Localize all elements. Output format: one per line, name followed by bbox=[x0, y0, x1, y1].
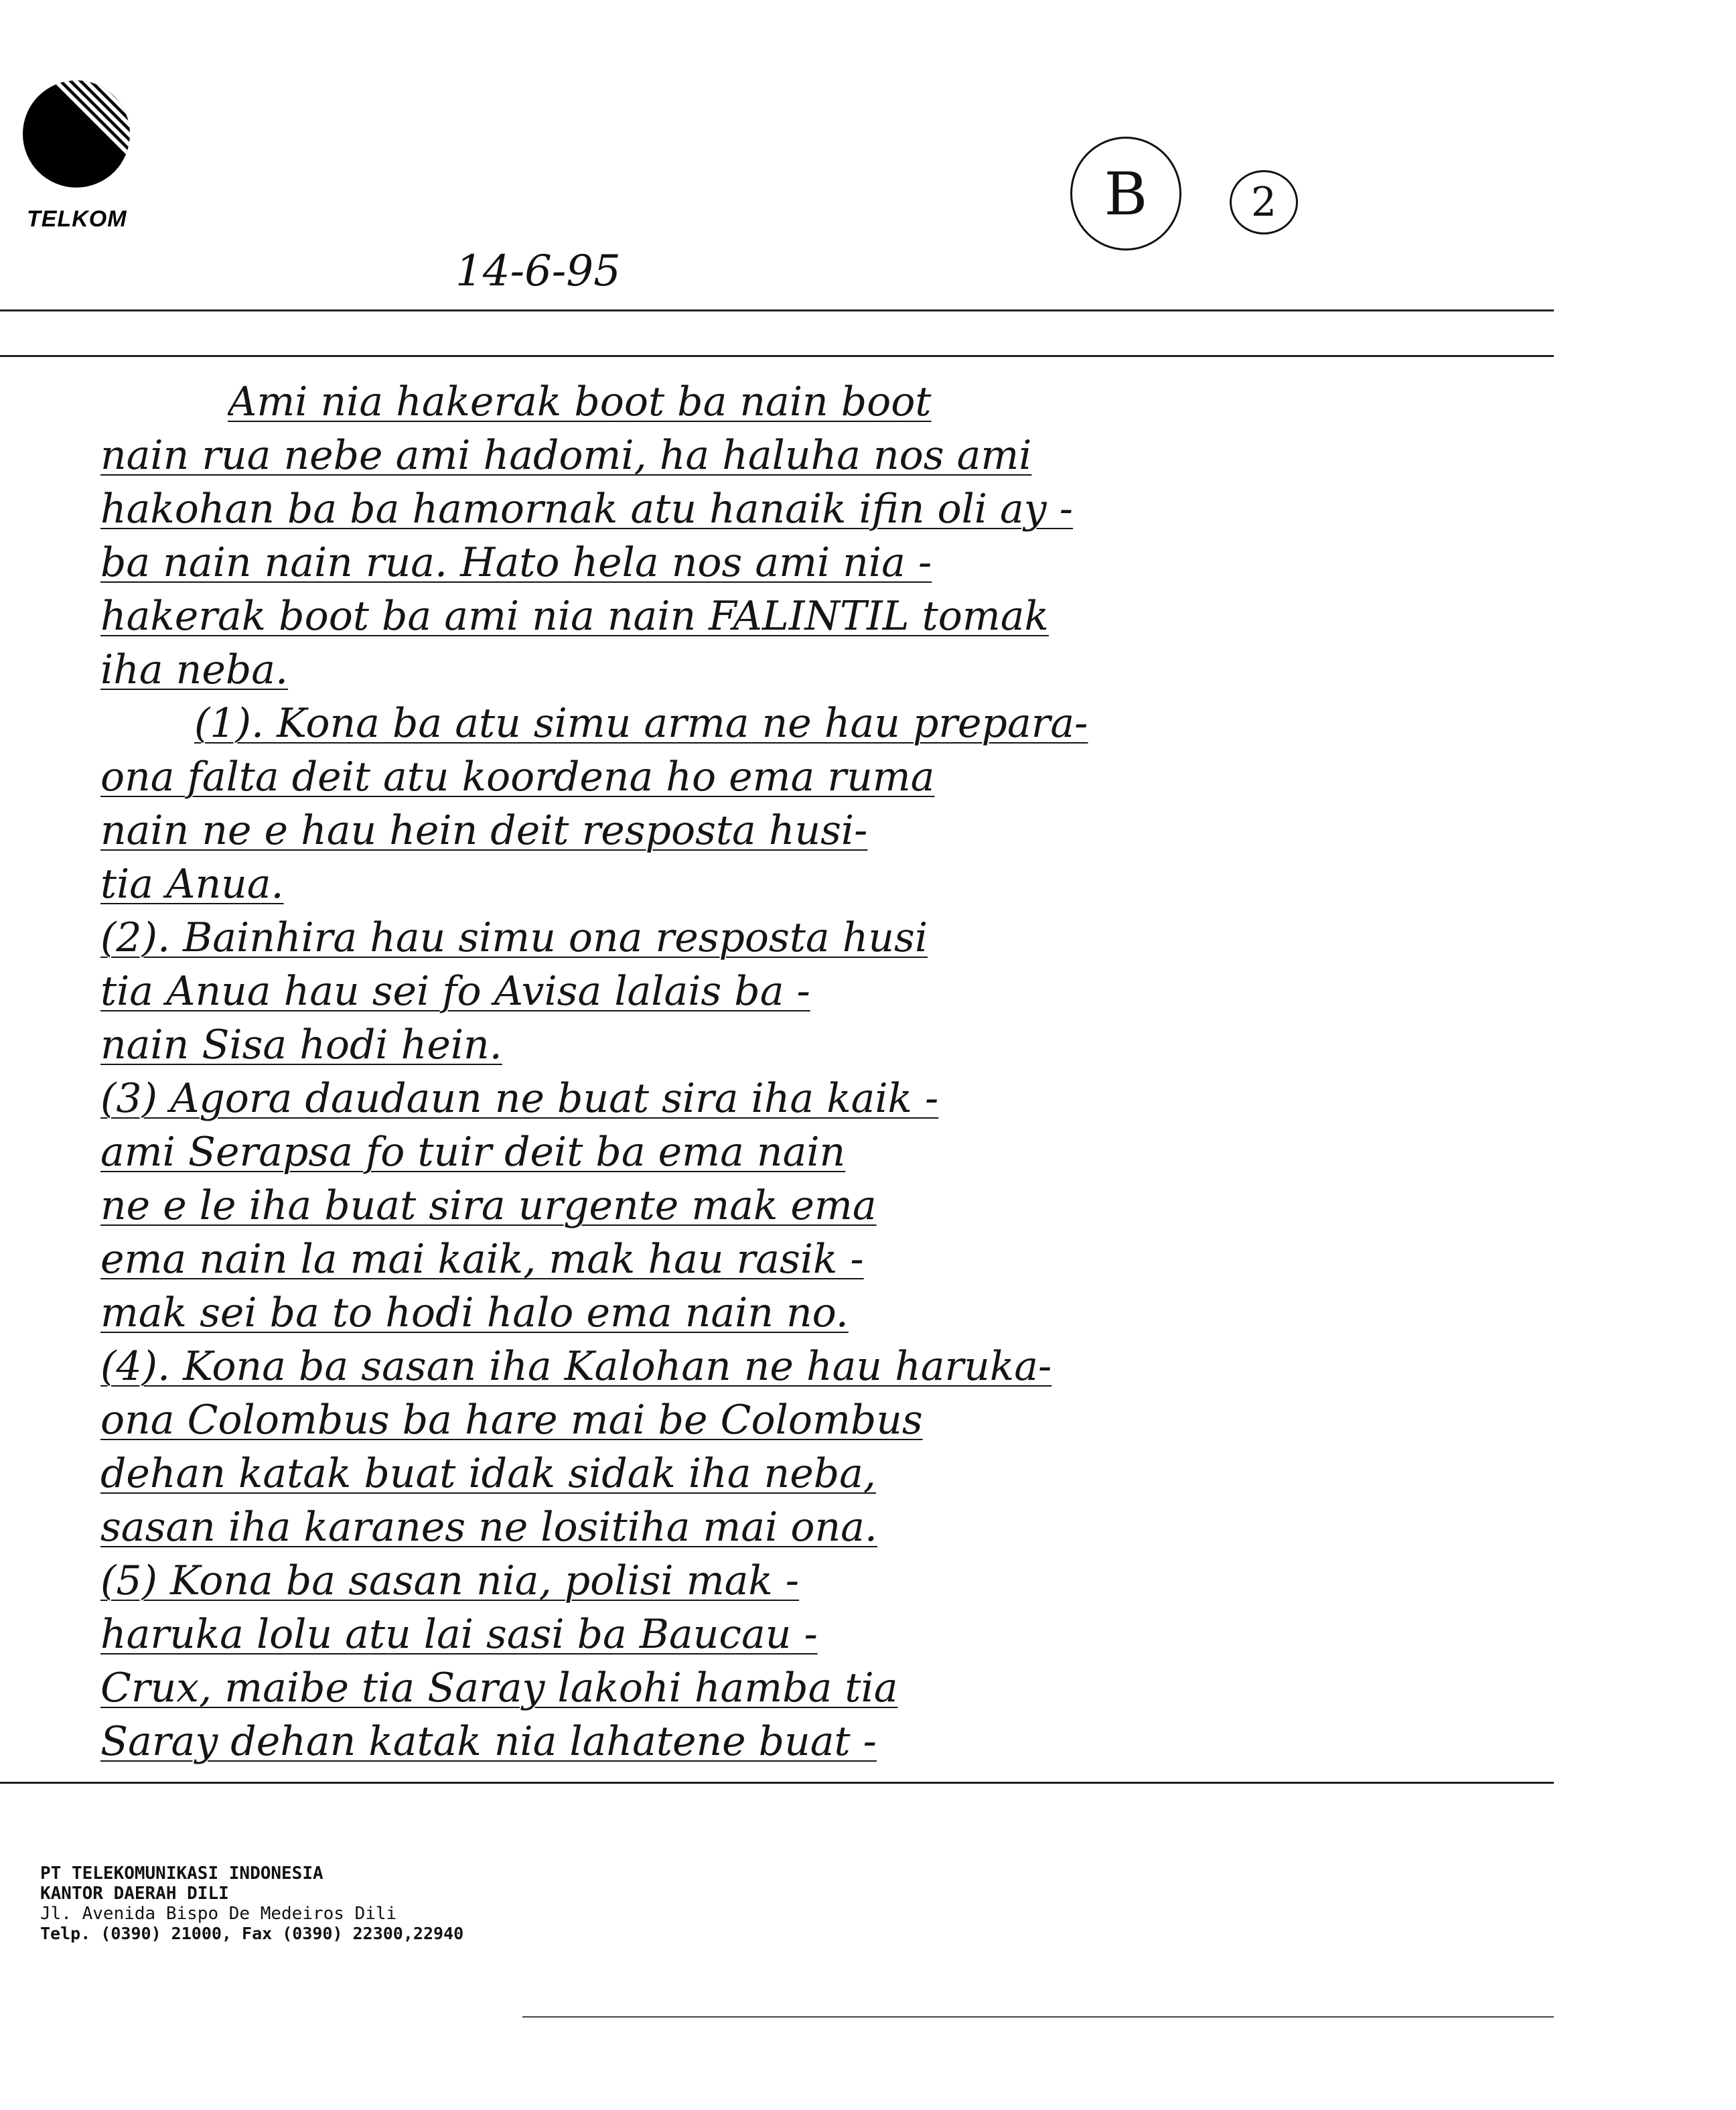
handwritten-line: Saray dehan katak nia lahatene buat - bbox=[100, 1718, 877, 1765]
handwritten-line: sasan iha karanes ne lositiha mai ona. bbox=[100, 1504, 877, 1551]
ruled-line bbox=[0, 309, 1554, 311]
handwritten-line: (2). Bainhira hau simu ona resposta husi bbox=[100, 914, 928, 961]
telkom-globe-icon bbox=[15, 67, 142, 201]
handwritten-line: iha neba. bbox=[100, 646, 289, 693]
company-name: PT TELEKOMUNIKASI INDONESIA bbox=[40, 1863, 323, 1884]
handwritten-line: dehan katak buat idak sidak iha neba, bbox=[100, 1450, 876, 1497]
handwritten-line: Crux, maibe tia Saray lakohi hamba tia bbox=[100, 1665, 898, 1711]
office-address: Jl. Avenida Bispo De Medeiros Dili bbox=[40, 1904, 397, 1924]
handwritten-line: (5) Kona ba sasan nia, polisi mak - bbox=[100, 1557, 800, 1604]
handwritten-line: ema nain la mai kaik, mak hau rasik - bbox=[100, 1236, 864, 1283]
letterhead-footer bbox=[40, 1863, 463, 1944]
ruled-line bbox=[0, 355, 1554, 357]
handwritten-line: mak sei ba to hodi halo ema nain no. bbox=[100, 1289, 849, 1336]
handwritten-line: (3) Agora daudaun ne buat sira iha kaik - bbox=[100, 1075, 939, 1122]
circled-letter: B bbox=[1104, 159, 1148, 228]
handwritten-line: tia Anua hau sei fo Avisa lalais ba - bbox=[100, 968, 810, 1015]
circled-letter-mark bbox=[1070, 137, 1181, 251]
handwritten-line: tia Anua. bbox=[100, 861, 284, 908]
handwritten-line: (4). Kona ba sasan iha Kalohan ne hau haruka- bbox=[100, 1343, 1052, 1390]
handwritten-line: nain Sisa hodi hein. bbox=[100, 1022, 502, 1068]
handwritten-line: Ami nia hakerak boot ba nain boot bbox=[228, 378, 932, 425]
handwritten-line: (1). Kona ba atu simu arma ne hau prepara- bbox=[194, 700, 1088, 747]
telkom-wordmark: TELKOM bbox=[27, 206, 127, 232]
handwritten-line: nain rua nebe ami hadomi, ha haluha nos ami bbox=[100, 432, 1032, 479]
handwritten-line: ona falta deit atu koordena ho ema ruma bbox=[100, 754, 935, 800]
handwritten-line: ami Serapsa fo tuir deit ba ema nain bbox=[100, 1129, 846, 1176]
circled-number-mark bbox=[1230, 170, 1298, 234]
office-phone: Telp. (0390) 21000, Fax (0390) 22300,22940 bbox=[40, 1924, 464, 1943]
handwritten-line: hakohan ba ba hamornak atu hanaik ifin oli ay - bbox=[100, 486, 1074, 533]
handwritten-line: nain ne e hau hein deit resposta husi- bbox=[100, 807, 868, 854]
handwritten-line: ba nain nain rua. Hato hela nos ami nia - bbox=[100, 539, 932, 586]
handwritten-line: haruka lolu atu lai sasi ba Baucau - bbox=[100, 1611, 818, 1658]
bottom-divider bbox=[522, 2016, 1554, 2018]
handwritten-line: hakerak boot ba ami nia nain FALINTIL tomak bbox=[100, 593, 1049, 640]
letter-date: 14-6-95 bbox=[455, 247, 621, 296]
handwritten-line: ne e le iha buat sira urgente mak ema bbox=[100, 1182, 877, 1229]
handwritten-line: ona Colombus ba hare mai be Colombus bbox=[100, 1397, 923, 1444]
ruled-line bbox=[0, 1782, 1554, 1784]
circled-number: 2 bbox=[1250, 179, 1277, 226]
office-name: KANTOR DAERAH DILI bbox=[40, 1884, 229, 1904]
